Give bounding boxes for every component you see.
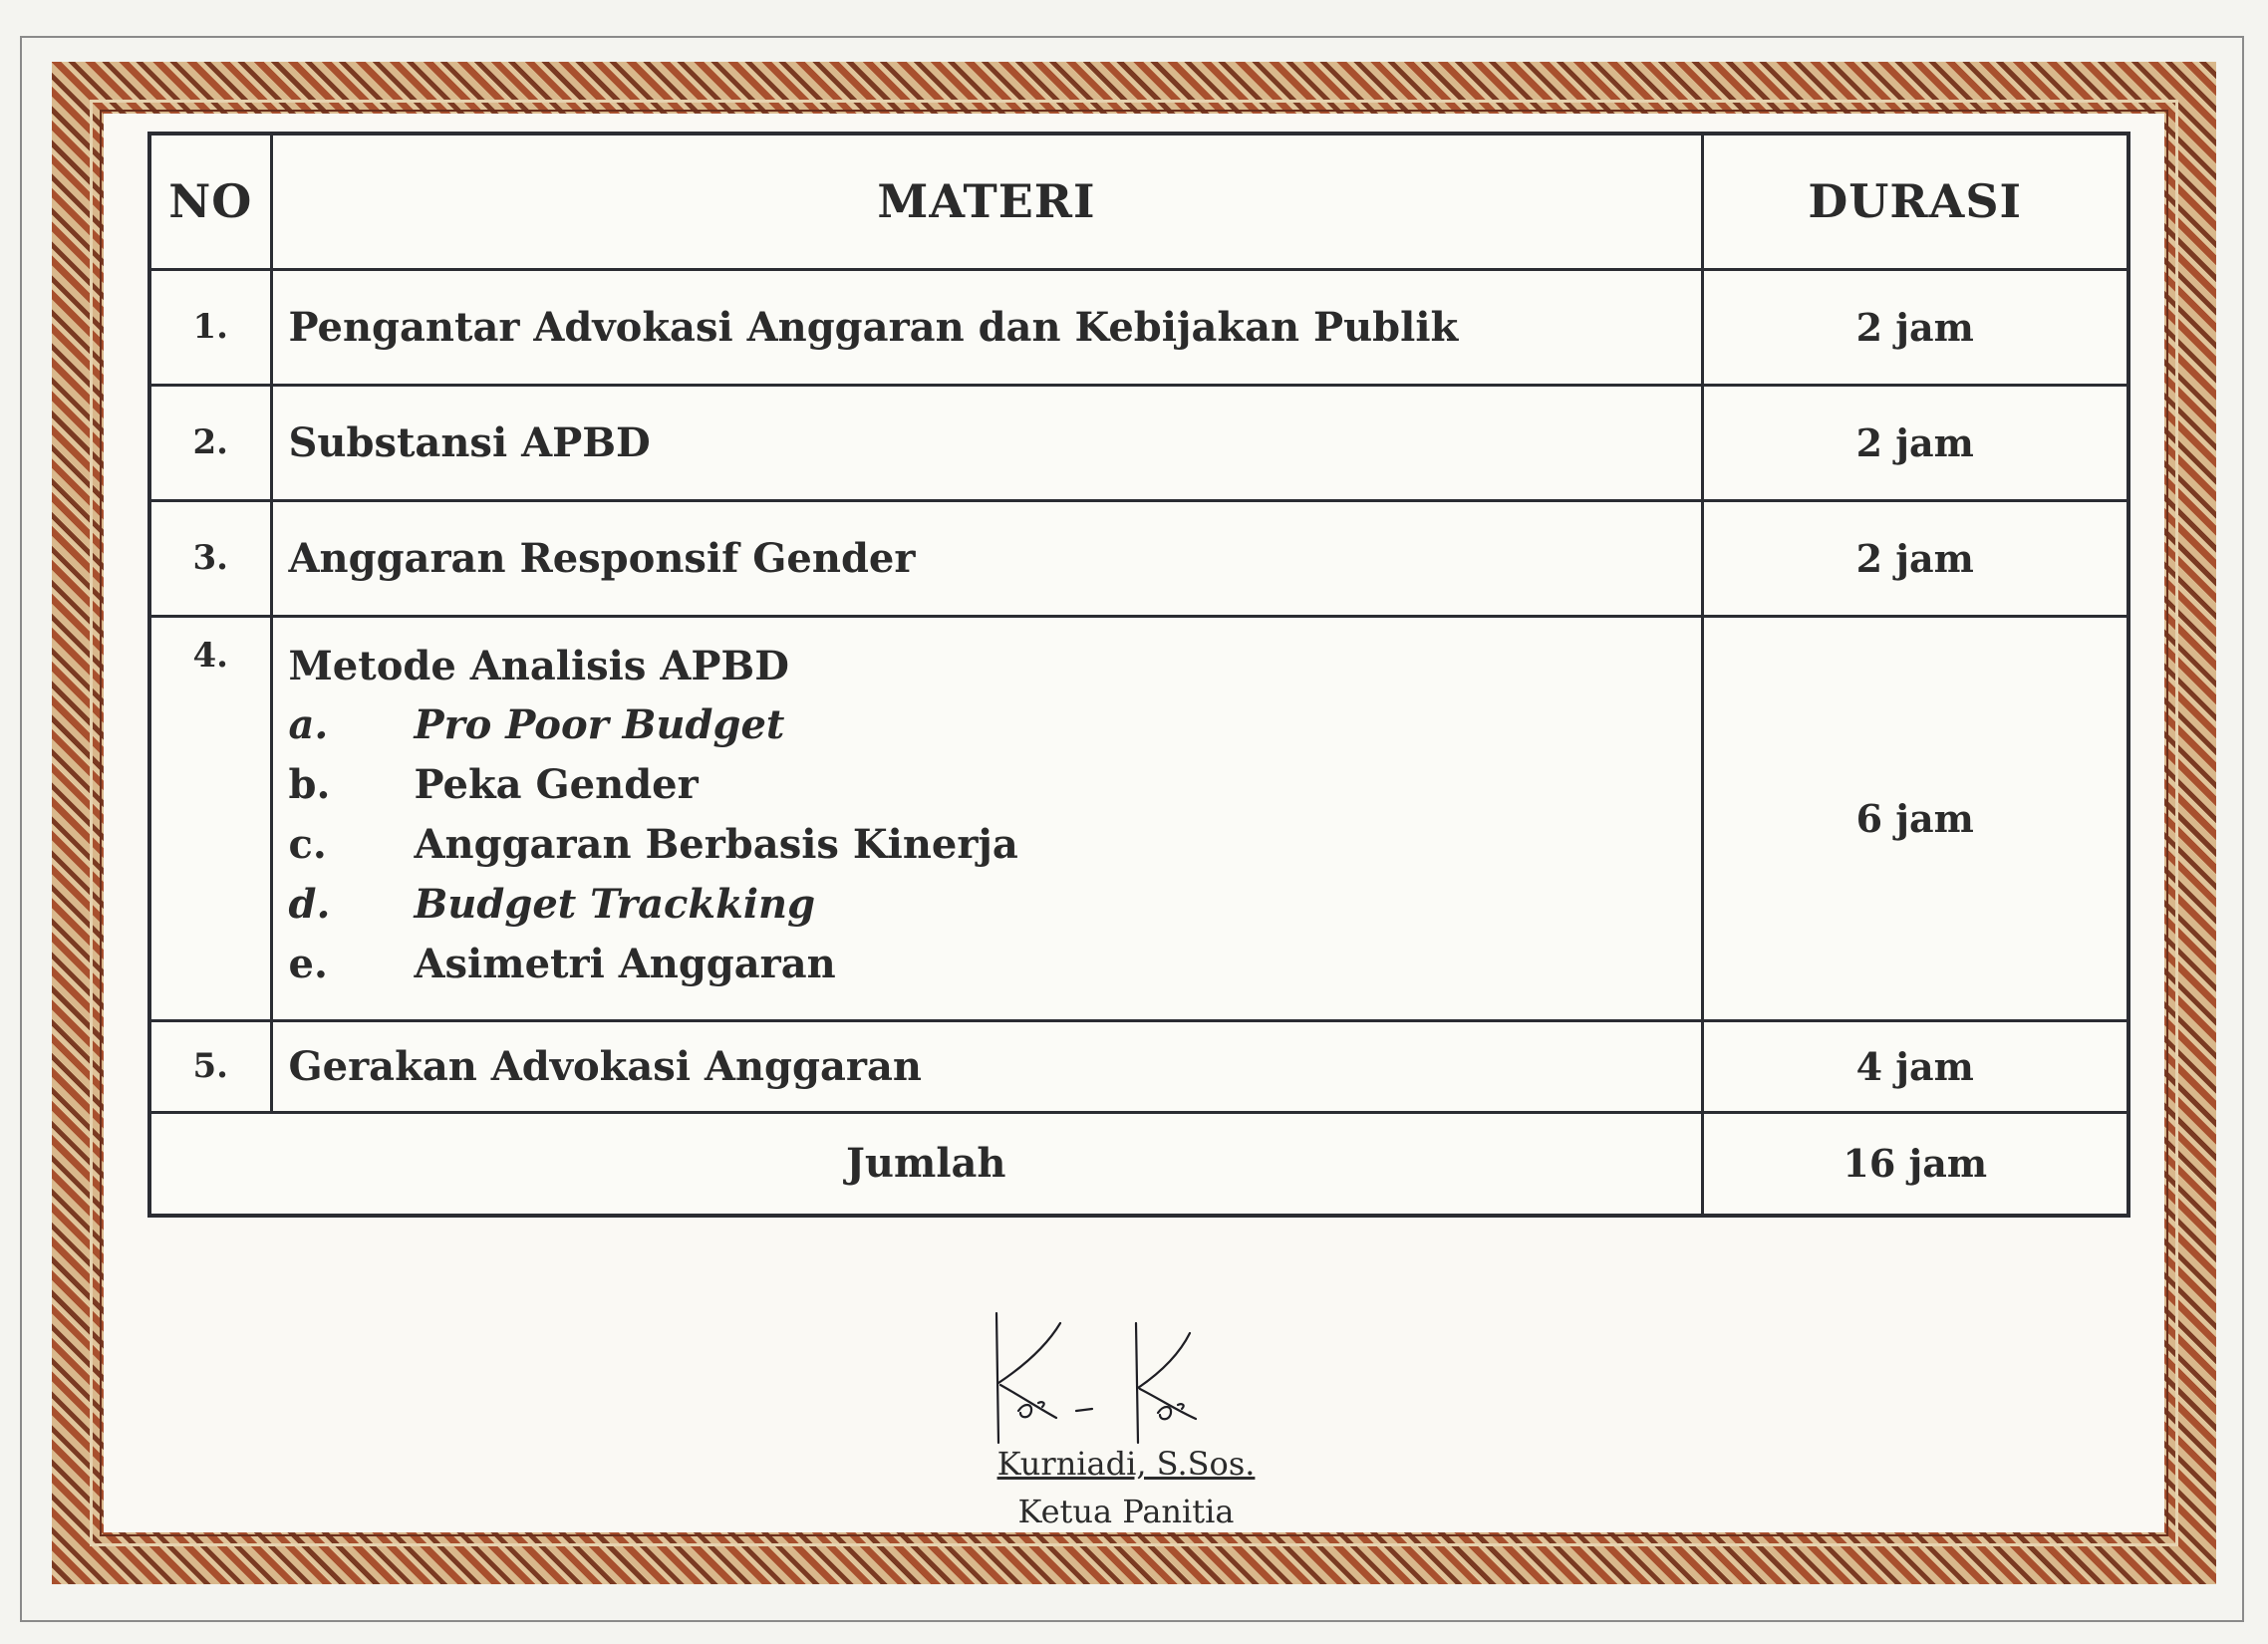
curriculum-table [147,132,2130,1218]
row-materi: Metode Analisis APBD [288,642,789,689]
handwritten-signature [969,1293,1268,1453]
row-materi: Pengantar Advokasi Anggaran dan Kebijakan Publik [271,269,1702,385]
row-materi: Substansi APBD [271,385,1702,500]
list-item [289,875,1700,935]
table-row [149,269,2128,385]
row-materi: Anggaran Responsif Gender [271,500,1702,616]
list-item [289,815,1700,875]
row-number: 2. [149,385,271,500]
sub-item-text: Anggaran Berbasis Kinerja [414,821,1018,868]
row-durasi: 4 jam [1702,1020,2128,1112]
table-header-row [149,134,2128,269]
sub-item-letter: e. [288,941,328,987]
sub-item-letter: a. [288,701,329,748]
table-row [149,385,2128,500]
sub-item-letter: c. [288,821,327,868]
total-label: Jumlah [149,1112,1702,1216]
signer-role: Ketua Panitia [1017,1493,1235,1530]
row-durasi: 2 jam [1702,269,2128,385]
sub-item-list [289,695,1700,994]
table-row [149,500,2128,616]
row-durasi: 6 jam [1702,616,2128,1020]
row-durasi: 2 jam [1702,500,2128,616]
sub-item-text: Pro Poor Budget [414,701,785,748]
total-durasi: 16 jam [1702,1112,2128,1216]
sub-item-text: Budget Trackking [414,881,816,928]
row-materi-with-subitems [271,616,1702,1020]
header-no: NO [149,134,271,269]
header-materi: MATERI [271,134,1702,269]
sub-item-text: Peka Gender [414,761,699,808]
sub-item-letter: b. [288,761,331,808]
row-number: 5. [149,1020,271,1112]
row-number: 1. [149,269,271,385]
table-row [149,616,2128,1020]
list-item [289,695,1700,755]
sub-item-text: Asimetri Anggaran [414,941,836,987]
row-number: 3. [149,500,271,616]
table-row [149,1020,2128,1112]
signer-name: Kurniadi, S.Sos. [996,1445,1256,1483]
curriculum-table-container [147,132,2126,1218]
list-item [289,935,1700,994]
list-item [289,755,1700,815]
sub-item-letter: d. [288,881,331,928]
total-row [149,1112,2128,1216]
row-number: 4. [149,616,271,1020]
row-materi: Gerakan Advokasi Anggaran [271,1020,1702,1112]
header-durasi: DURASI [1702,134,2128,269]
row-durasi: 2 jam [1702,385,2128,500]
